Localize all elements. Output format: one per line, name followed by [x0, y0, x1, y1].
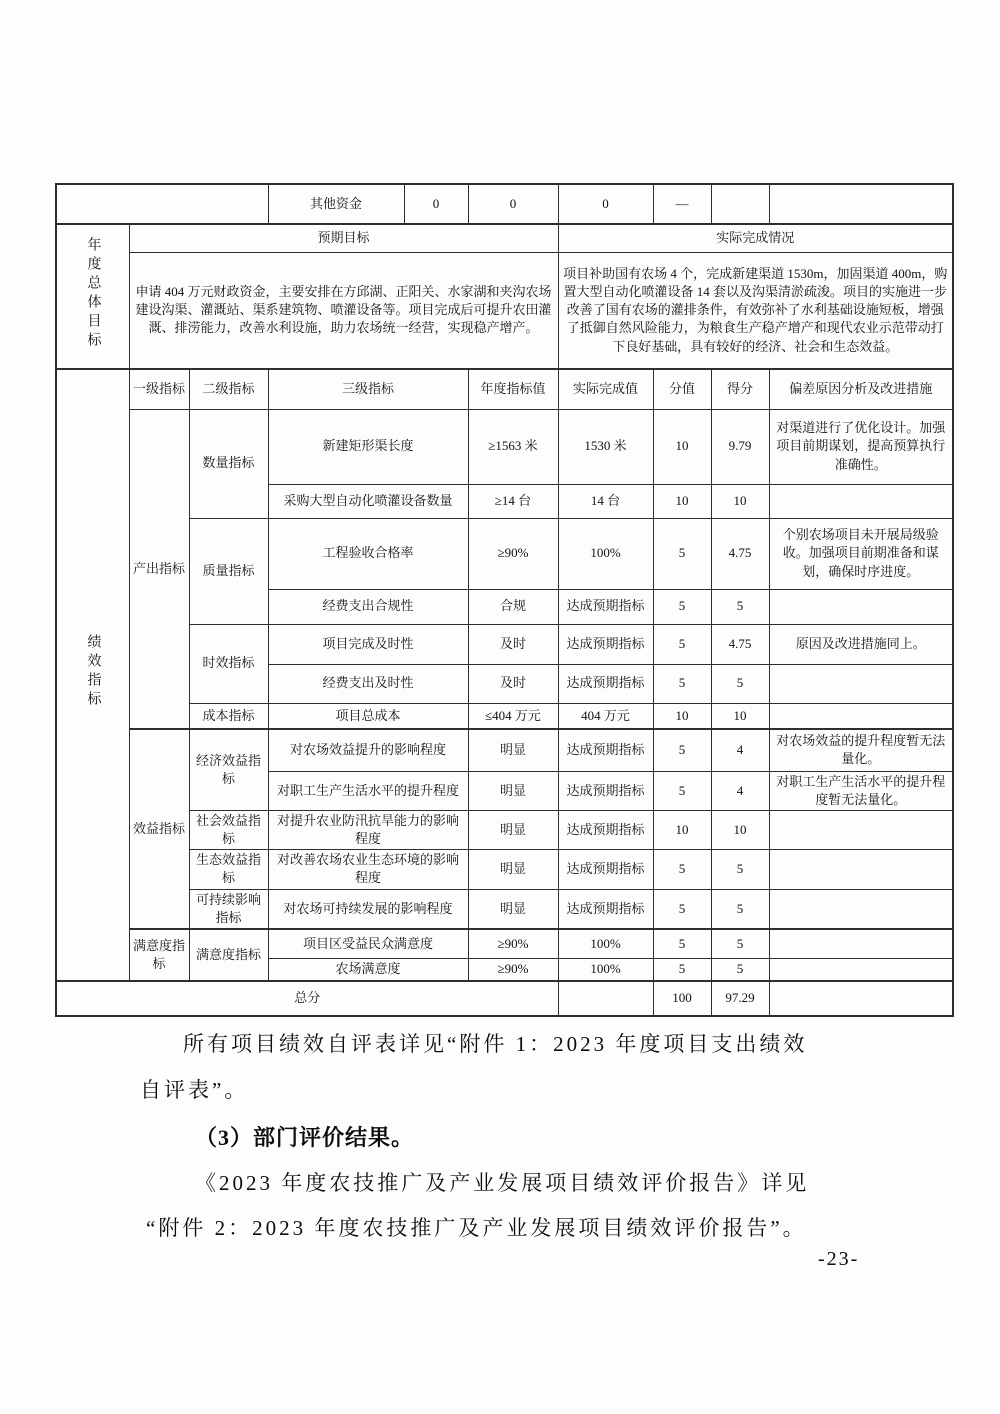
- funding-value-cell: 0: [404, 184, 468, 224]
- points-cell: 10: [653, 703, 711, 729]
- footer-paragraph2-line1: 《2023 年度农技推广及产业发展项目绩效评价报告》详见: [195, 1171, 810, 1195]
- header-level1: 一级指标: [129, 369, 189, 409]
- goal-content-row: [56, 252, 953, 369]
- deviation-cell: 对职工生产生活水平的提升程度暂无法量化。: [769, 771, 953, 810]
- points-cell: 5: [653, 664, 711, 703]
- points-cell: 5: [653, 850, 711, 889]
- total-score-cell: 97.29: [711, 981, 769, 1016]
- header-points: 分值: [653, 369, 711, 409]
- actual-cell: 达成预期指标: [558, 771, 653, 810]
- actual-cell: 100%: [558, 958, 653, 981]
- deviation-cell: [769, 958, 953, 981]
- points-cell: 5: [653, 889, 711, 929]
- target-cell: 明显: [468, 729, 558, 771]
- perf-row-label: 绩效指标: [85, 634, 101, 711]
- deviation-cell: [769, 889, 953, 929]
- indicator-cell: 项目完成及时性: [268, 624, 468, 664]
- actual-cell: 100%: [558, 518, 653, 589]
- actual-cell: 达成预期指标: [558, 589, 653, 624]
- points-cell: 5: [653, 958, 711, 981]
- points-cell: 5: [653, 929, 711, 958]
- table-row: [56, 889, 953, 929]
- actual-cell: 达成预期指标: [558, 664, 653, 703]
- table-row: [56, 929, 953, 958]
- performance-table: [55, 183, 954, 1017]
- actual-cell: 达成预期指标: [558, 810, 653, 849]
- actual-cell: 达成预期指标: [558, 889, 653, 929]
- indicator-cell: 对职工生产生活水平的提升程度: [268, 771, 468, 810]
- table-row: [56, 810, 953, 849]
- actual-cell: 达成预期指标: [558, 850, 653, 889]
- actual-cell: 100%: [558, 929, 653, 958]
- deviation-cell: [769, 850, 953, 889]
- subgroup-satisfaction-cell: 满意度指标: [189, 929, 268, 981]
- target-cell: ≥90%: [468, 958, 558, 981]
- deviation-cell: [769, 589, 953, 624]
- perf-row-label-cell: [56, 369, 129, 981]
- actual-cell: 1530 米: [558, 409, 653, 484]
- deviation-cell: [769, 929, 953, 958]
- score-cell: 9.79: [711, 409, 769, 484]
- footer-paragraph2-line2: “附件 2：2023 年度农技推广及产业发展项目绩效评价报告”。: [146, 1216, 807, 1240]
- header-score: 得分: [711, 369, 769, 409]
- indicator-cell: 农场满意度: [268, 958, 468, 981]
- deviation-cell: 对农场效益的提升程度暂无法量化。: [769, 729, 953, 771]
- deviation-cell: [769, 664, 953, 703]
- group-satisfaction-cell: 满意度指标: [129, 929, 189, 981]
- deviation-cell: 个别农场项目未开展局级验收。加强项目前期准备和谋划，确保时序进度。: [769, 518, 953, 589]
- empty-cell: [56, 184, 268, 224]
- empty-cell: [558, 981, 653, 1016]
- target-cell: 明显: [468, 850, 558, 889]
- funding-row: [56, 184, 953, 224]
- empty-cell: [711, 184, 769, 224]
- group-benefit-cell: 效益指标: [129, 729, 189, 929]
- score-cell: 5: [711, 929, 769, 958]
- indicator-cell: 经费支出合规性: [268, 589, 468, 624]
- footer-paragraph1-line1: 所有项目绩效自评表详见“附件 1：2023 年度项目支出绩效: [183, 1032, 808, 1056]
- table-row: [56, 518, 953, 589]
- footer-paragraph1-line2: 自评表”。: [140, 1078, 249, 1102]
- indicator-cell: 对提升农业防汛抗旱能力的影响程度: [268, 810, 468, 849]
- points-cell: 10: [653, 409, 711, 484]
- goal-row-label: 年度总体目标: [85, 236, 101, 351]
- subgroup-ecological-cell: 生态效益指标: [189, 850, 268, 889]
- total-points-cell: 100: [653, 981, 711, 1016]
- score-cell: 5: [711, 589, 769, 624]
- total-label-cell: 总分: [56, 981, 558, 1016]
- actual-cell: 14 台: [558, 484, 653, 518]
- target-cell: 及时: [468, 664, 558, 703]
- target-cell: ≥1563 米: [468, 409, 558, 484]
- indicator-header-row: [56, 369, 953, 409]
- points-cell: 10: [653, 484, 711, 518]
- target-cell: 合规: [468, 589, 558, 624]
- deviation-cell: 原因及改进措施同上。: [769, 624, 953, 664]
- points-cell: 5: [653, 624, 711, 664]
- score-cell: 10: [711, 484, 769, 518]
- target-cell: 及时: [468, 624, 558, 664]
- actual-cell: 404 万元: [558, 703, 653, 729]
- target-cell: ≥14 台: [468, 484, 558, 518]
- goal-row-label-cell: [56, 224, 129, 369]
- subgroup-quality-cell: 质量指标: [189, 518, 268, 624]
- goal-header-row: [56, 224, 953, 252]
- target-cell: 明显: [468, 771, 558, 810]
- funding-value-cell: 0: [558, 184, 653, 224]
- deviation-cell: [769, 703, 953, 729]
- table-row: [56, 409, 953, 484]
- header-actual: 实际完成值: [558, 369, 653, 409]
- indicator-cell: 对农场可持续发展的影响程度: [268, 889, 468, 929]
- subgroup-economic-cell: 经济效益指标: [189, 729, 268, 810]
- score-cell: 4: [711, 771, 769, 810]
- expected-goal-header: 预期目标: [129, 224, 558, 252]
- indicator-cell: 对农场效益提升的影响程度: [268, 729, 468, 771]
- empty-cell: [769, 981, 953, 1016]
- target-cell: 明显: [468, 810, 558, 849]
- funding-value-cell: 0: [468, 184, 558, 224]
- header-deviation: 偏差原因分析及改进措施: [769, 369, 953, 409]
- header-target: 年度指标值: [468, 369, 558, 409]
- target-cell: ≥90%: [468, 929, 558, 958]
- actual-cell: 达成预期指标: [558, 624, 653, 664]
- table-row: [56, 624, 953, 664]
- actual-completion-text: 项目补助国有农场 4 个，完成新建渠道 1530m，加固渠道 400m，购置大型自动化喷灌设备 14 套以及沟渠清淤疏浚。项目的实施进一步改善了国有农场的灌排条件，有效弥补了水利基础设施短板，增强了抵御自然风险能力，为粮食生产稳产增产和现代农业示范带动打下良好基础，具有较好的经济、社会和生态效益。: [558, 252, 953, 369]
- score-cell: 4.75: [711, 518, 769, 589]
- indicator-cell: 项目总成本: [268, 703, 468, 729]
- score-cell: 4.75: [711, 624, 769, 664]
- funding-label-cell: 其他资金: [268, 184, 404, 224]
- target-cell: ≤404 万元: [468, 703, 558, 729]
- header-level3: 三级指标: [268, 369, 468, 409]
- indicator-cell: 新建矩形渠长度: [268, 409, 468, 484]
- header-level2: 二级指标: [189, 369, 268, 409]
- table-row: [56, 729, 953, 771]
- expected-goal-text: 申请 404 万元财政资金，主要安排在方邱湖、正阳关、水家湖和夹沟农场建设沟渠、灌溉站、渠系建筑物、喷灌设备等。项目完成后可提升农田灌溉、排涝能力，改善水利设施，助力农场统一经营，实现稳产增产。: [129, 252, 558, 369]
- footer-section-heading: （3）部门评价结果。: [195, 1125, 415, 1150]
- subgroup-social-cell: 社会效益指标: [189, 810, 268, 849]
- subgroup-sustainable-cell: 可持续影响指标: [189, 889, 268, 929]
- indicator-cell: 采购大型自动化喷灌设备数量: [268, 484, 468, 518]
- total-row: [56, 981, 953, 1016]
- target-cell: 明显: [468, 889, 558, 929]
- funding-dash-cell: —: [653, 184, 711, 224]
- actual-completion-header: 实际完成情况: [558, 224, 953, 252]
- indicator-cell: 工程验收合格率: [268, 518, 468, 589]
- score-cell: 10: [711, 703, 769, 729]
- subgroup-quantity-cell: 数量指标: [189, 409, 268, 518]
- score-cell: 10: [711, 810, 769, 849]
- indicator-cell: 对改善农场农业生态环境的影响程度: [268, 850, 468, 889]
- points-cell: 5: [653, 589, 711, 624]
- points-cell: 5: [653, 518, 711, 589]
- points-cell: 5: [653, 771, 711, 810]
- page-number: -23-: [818, 1248, 860, 1270]
- score-cell: 5: [711, 958, 769, 981]
- score-cell: 4: [711, 729, 769, 771]
- subgroup-cost-cell: 成本指标: [189, 703, 268, 729]
- empty-cell: [769, 184, 953, 224]
- table-row: [56, 850, 953, 889]
- table-row: [56, 703, 953, 729]
- score-cell: 5: [711, 850, 769, 889]
- points-cell: 10: [653, 810, 711, 849]
- deviation-cell: [769, 810, 953, 849]
- target-cell: ≥90%: [468, 518, 558, 589]
- deviation-cell: [769, 484, 953, 518]
- subgroup-timeliness-cell: 时效指标: [189, 624, 268, 703]
- deviation-cell: 对渠道进行了优化设计。加强项目前期谋划，提高预算执行准确性。: [769, 409, 953, 484]
- actual-cell: 达成预期指标: [558, 729, 653, 771]
- points-cell: 5: [653, 729, 711, 771]
- group-output-cell: 产出指标: [129, 409, 189, 729]
- indicator-cell: 经费支出及时性: [268, 664, 468, 703]
- score-cell: 5: [711, 664, 769, 703]
- score-cell: 5: [711, 889, 769, 929]
- indicator-cell: 项目区受益民众满意度: [268, 929, 468, 958]
